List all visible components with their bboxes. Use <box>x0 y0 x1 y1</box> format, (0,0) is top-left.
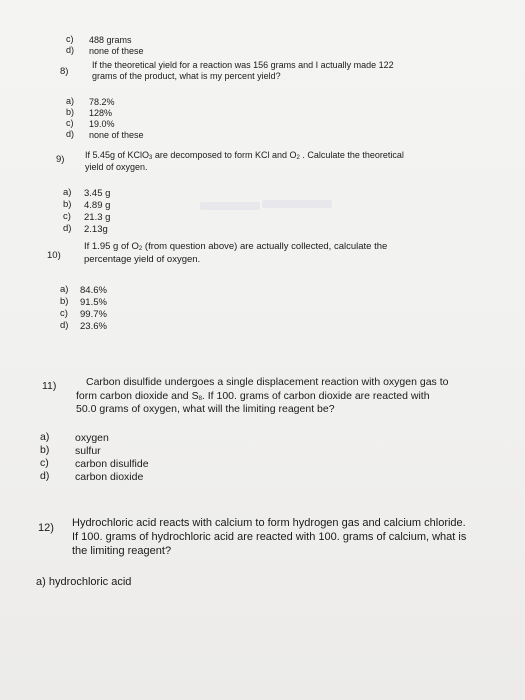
option-letter: d) <box>40 470 50 482</box>
question-number: 11) <box>42 380 57 392</box>
question-text: Carbon disulfide undergoes a single displacement reaction with oxygen gas to <box>86 376 449 388</box>
option-letter: d) <box>66 129 75 139</box>
question-text: Hydrochloric acid reacts with calcium to form hydrogen gas and calcium chloride. <box>72 517 466 529</box>
option-text: 99.7% <box>80 309 107 320</box>
option-letter: d) <box>60 320 69 331</box>
question-number: 10) <box>47 250 61 261</box>
option-text: none of these <box>89 130 144 140</box>
question-text: grams of the product, what is my percent yield? <box>92 71 281 81</box>
question-text: the limiting reagent? <box>72 545 172 557</box>
option-text: 3.45 g <box>84 188 111 199</box>
option-text: 21.3 g <box>84 212 111 223</box>
question-text: If 5.45g of KClO$_3$ are decomposed to form KCl and $O_2$ . Calculate the theoretical <box>85 150 404 161</box>
option-text: carbon disulfide <box>75 458 149 470</box>
answer-text: a) hydrochloric acid <box>36 576 132 588</box>
option-letter: b) <box>63 199 72 210</box>
question-text: If 100. grams of hydrochloric acid are reacted with 100. grams of calcium, what is <box>72 531 467 543</box>
option-letter: b) <box>66 107 75 117</box>
option-text: sulfur <box>75 445 101 457</box>
question-number: 12) <box>38 522 54 534</box>
option-letter: b) <box>40 444 50 456</box>
question-text: If 1.95 g of $O_2$ (from question above) are actually collected, calculate the <box>84 241 388 252</box>
option-letter: c) <box>63 211 71 222</box>
option-letter: c) <box>66 34 74 44</box>
question-text: 50.0 grams of oxygen, what will the limiting reagent be? <box>76 403 335 415</box>
question-text: percentage yield of oxygen. <box>84 254 201 265</box>
question-number: 8) <box>60 66 69 77</box>
option-text: 19.0% <box>89 119 115 129</box>
bleed-through-mark <box>262 200 332 208</box>
option-text: carbon dioxide <box>75 471 144 483</box>
option-text: 128% <box>89 108 113 118</box>
option-letter: d) <box>63 223 72 234</box>
option-text: none of these <box>89 46 144 56</box>
option-letter: a) <box>66 96 75 106</box>
option-letter: b) <box>60 296 69 307</box>
question-text: If the theoretical yield for a reaction was 156 grams and I actually made 122 <box>92 60 394 70</box>
option-text: 91.5% <box>80 297 107 308</box>
option-text: 4.89 g <box>84 200 111 211</box>
question-text: form carbon dioxide and $S_8$. If 100. grams of carbon dioxide are reacted with <box>76 390 430 402</box>
question-text: yield of oxygen. <box>85 162 148 172</box>
option-letter: a) <box>60 284 69 295</box>
option-text: 2.13g <box>84 224 108 235</box>
option-text: 23.6% <box>80 321 107 332</box>
question-number: 9) <box>56 154 65 165</box>
option-text: oxygen <box>75 432 109 444</box>
bleed-through-mark <box>200 202 260 210</box>
option-text: 78.2% <box>89 97 115 107</box>
option-letter: d) <box>66 45 75 55</box>
option-text: 84.6% <box>80 285 107 296</box>
option-letter: c) <box>40 457 49 469</box>
option-letter: c) <box>60 308 68 319</box>
option-letter: a) <box>40 431 50 443</box>
option-letter: a) <box>63 187 72 198</box>
option-text: 488 grams <box>89 35 132 45</box>
option-letter: c) <box>66 118 74 128</box>
